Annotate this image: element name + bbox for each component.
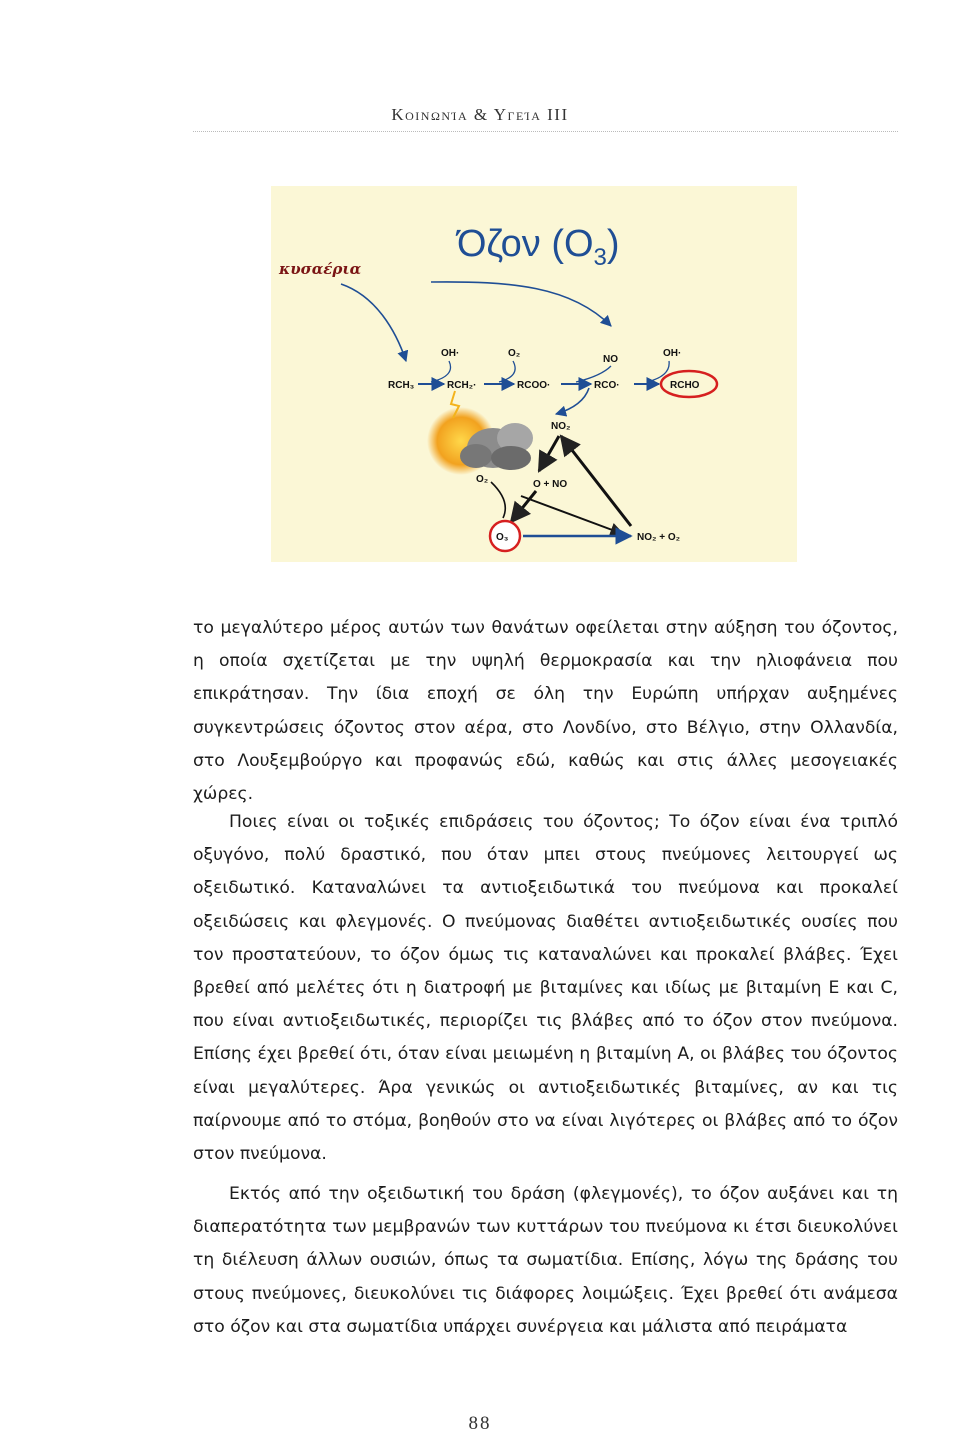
hook-oh-1 (431, 361, 451, 382)
emission-arrow-right (431, 282, 611, 326)
label-rco: RCO· (594, 380, 620, 391)
arrow-to-no2-o2 (521, 496, 623, 534)
label-o-no: O + NO (533, 479, 568, 490)
arrow-to-o3 (511, 491, 536, 522)
ozone-figure (271, 186, 797, 562)
emission-arrow-left (341, 284, 406, 361)
arrow-no2-to-o-no (539, 436, 559, 471)
hook-o2-b (491, 482, 505, 518)
label-o2-b: O₂ (476, 474, 489, 485)
paragraph-1-text: το μεγαλύτερο μέρος αυτών των θανάτων οφείλεται στην αύξηση του όζοντος, η οποία σχετίζεται με την υψηλή θερμοκρασία και την ηλιοφάνεια που επικράτησαν. Την ίδια εποχή σε όλη την Ευρώπη υπήρχαν αυξημένες συγκεντρώσεις όζοντος στον αέρα, στο Λονδίνο, στο Βέλγιο, στην Ολλανδία, στο Λουξεμβούργο και προφανώς εδώ, καθώς και στις άλλες μεσογειακές χώρες. (193, 618, 898, 805)
label-rcoo: RCOO· (517, 380, 551, 391)
label-no-top: NO (603, 354, 618, 365)
paragraph-1 (193, 612, 898, 811)
header-rule (193, 131, 898, 132)
running-header: Κοινωνία & Υγεία ΙΙΙ (391, 105, 569, 124)
label-no2-o2: NO₂ + O₂ (637, 532, 681, 543)
arrow-return (561, 436, 631, 526)
label-oh-1: OH· (441, 348, 460, 359)
label-oh-2: OH· (663, 348, 682, 359)
hook-oh-2 (647, 361, 669, 382)
label-rch3: RCH₃ (388, 380, 415, 391)
label-o2-a: O₂ (508, 348, 521, 359)
hook-o2-a (499, 361, 515, 382)
figure-title: Όζον $(O_3)$ (457, 223, 620, 271)
label-o3: O₃ (496, 532, 509, 543)
paragraph-3 (193, 1178, 898, 1344)
label-rch2: RCH₂· (447, 380, 477, 391)
side-label: κυσαέρια (279, 260, 362, 278)
ozone-reaction-diagram (271, 186, 797, 562)
label-no2: NO₂ (551, 421, 571, 432)
page-number: 88 (468, 1413, 492, 1434)
paragraph-3-text: Εκτός από την οξειδωτική του δράση (φλεγμονές), το όζον αυξάνει και τη διαπερατότητα των μεμβρανών των κυττάρων του πνεύμονα κι έτσι διευκολύνει τη διέλευση άλλων ουσιών, όπως τα σωματίδια. Επίσης, λόγω της δράσης του στους πνεύμονες, διευκολύνει τις διάφορες λοιμώξεις. Έχει βρεθεί ότι ανάμεσα στο όζον και στα σωματίδια υπάρχει συνέργεια και μάλιστα από πειράματα (193, 1184, 898, 1337)
paragraph-2-text: Ποιες είναι οι τοξικές επιδράσεις του όζοντος; Το όζον είναι ένα τριπλό οξυγόνο, πολύ δραστικό, που όταν μπει στους πνεύμονες λειτουργεί ως οξειδωτικό. Καταναλώνει τα αντιοξειδωτικά του πνεύμονα και προκαλεί οξειδώσεις και φλεγμονές. Ο πνεύμονας διαθέτει αντιοξειδωτικές ουσίες που τον προστατεύουν, το όζον όμως τις καταναλώνει και προκαλεί βλάβες. Έχει βρεθεί από μελέτες ότι η διατροφή με βιταμίνες και ιδίως με βιταμίνη Ε και C, που είναι αντιοξειδωτικές, περιορίζει τις βλάβες από το όζον στον πνεύμονα. Επίσης έχει βρεθεί ότι, όταν είναι μειωμένη η βιταμίνη Α, οι βλάβες του όζοντος είναι μεγαλύτερες. Άρα γενικώς οι αντιοξειδωτικές βιταμίνες, αν και τις παίρνουμε από το στόμα, βοηθούν στο να είναι λιγότερες οι βλάβες από το όζον στον πνεύμονα. (193, 812, 898, 1165)
paragraph-2 (193, 806, 898, 1171)
label-rcho: RCHO (670, 380, 700, 391)
arrow-to-no2 (556, 388, 589, 414)
